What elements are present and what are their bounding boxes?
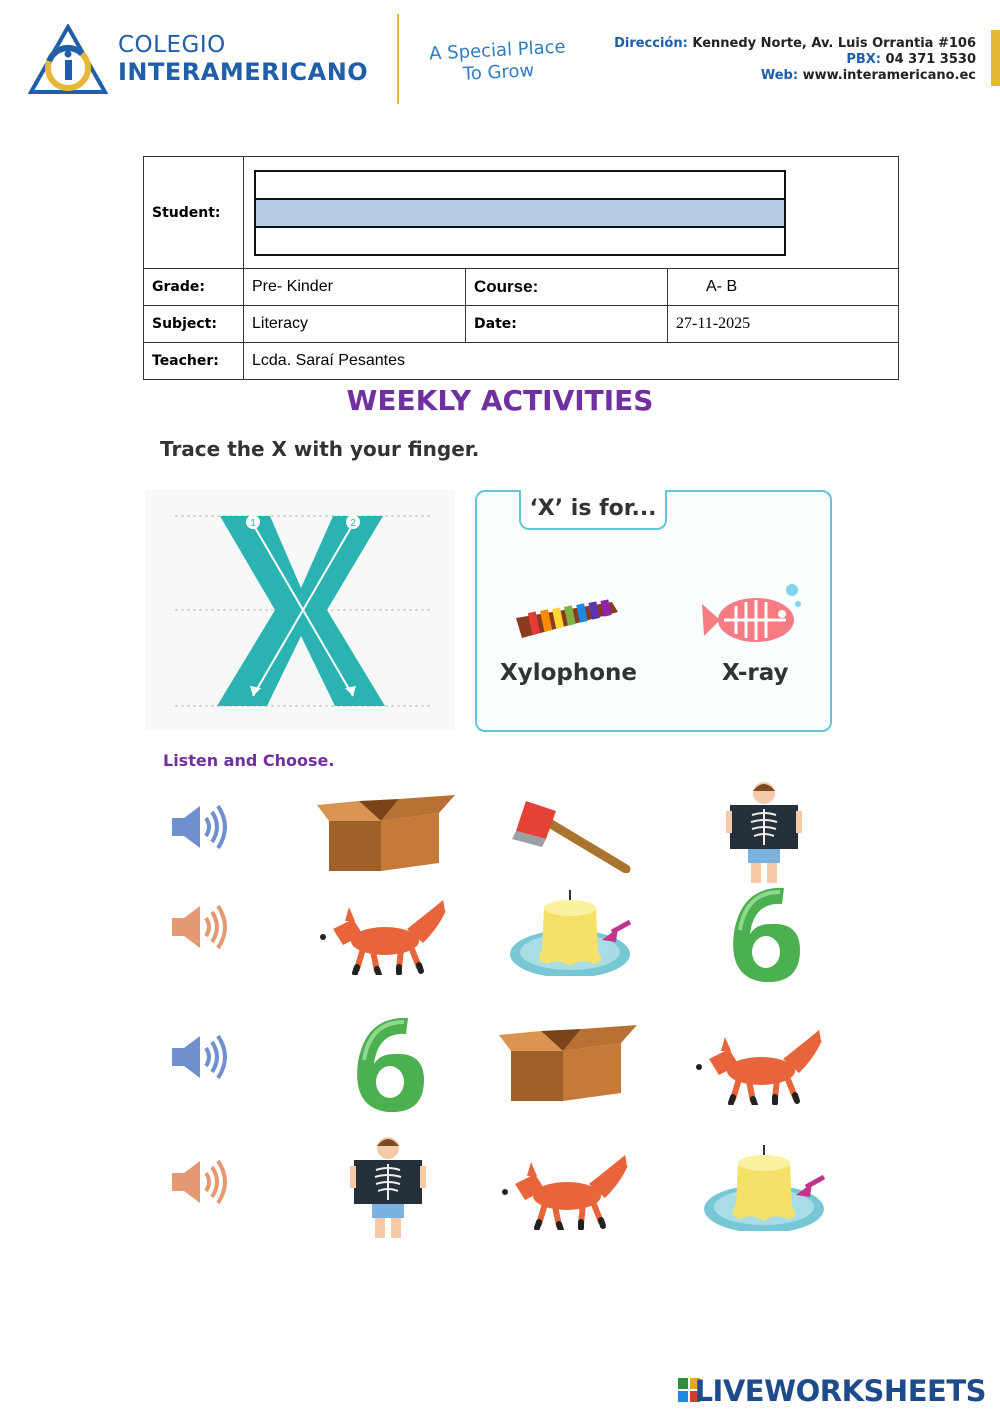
address-label: Dirección: <box>614 36 688 51</box>
trace-instruction: Trace the X with your finger. <box>160 437 480 461</box>
box-icon[interactable] <box>497 1017 637 1103</box>
word-xylophone: Xylophone <box>500 660 638 686</box>
fox-icon[interactable] <box>315 885 455 975</box>
course-value: A- B <box>668 269 899 306</box>
x-is-for-title: ‘X’ is for... <box>519 490 667 530</box>
student-line-3 <box>254 226 786 256</box>
teacher-label: Teacher: <box>144 343 244 380</box>
phone-label: PBX: <box>846 52 881 67</box>
web-line <box>614 68 976 84</box>
wax-candle-icon[interactable] <box>696 1139 826 1231</box>
header-divider <box>397 14 399 104</box>
school-slogan <box>417 36 579 88</box>
xray-boy-icon[interactable] <box>720 777 802 883</box>
axe-icon[interactable] <box>502 787 632 873</box>
xylophone-icon <box>512 598 622 648</box>
header-accent-bar <box>991 30 1000 86</box>
student-cell <box>244 157 899 269</box>
phone-line <box>614 52 976 68</box>
contact-block <box>614 36 976 84</box>
wax-candle-icon[interactable] <box>502 884 632 976</box>
student-input[interactable] <box>254 198 786 228</box>
school-name-line2: INTERAMERICANO <box>118 58 369 86</box>
slogan-line1: A Special Place <box>428 36 567 65</box>
student-name-field[interactable] <box>254 170 786 256</box>
speaker-icon[interactable] <box>168 800 228 854</box>
word-xray: X-ray <box>722 660 789 686</box>
fox-icon[interactable] <box>691 1015 831 1105</box>
speaker-icon[interactable] <box>168 1155 228 1209</box>
student-info-table <box>143 156 899 380</box>
six-icon[interactable] <box>340 1008 430 1112</box>
student-label: Student: <box>144 157 244 269</box>
subject-label: Subject: <box>144 306 244 343</box>
student-line-1 <box>254 170 786 200</box>
date-label: Date: <box>466 306 668 343</box>
listen-instruction: Listen and Choose. <box>163 751 335 770</box>
speaker-icon[interactable] <box>168 900 228 954</box>
web-label: Web: <box>760 68 799 83</box>
address-value: Kennedy Norte, Av. Luis Orrantia #106 <box>692 36 976 51</box>
course-label: Course: <box>466 269 668 306</box>
phone-value: 04 371 3530 <box>885 52 976 67</box>
school-name-line1: COLEGIO <box>118 32 226 58</box>
xray-fish-icon <box>700 580 806 650</box>
fox-icon[interactable] <box>497 1140 637 1230</box>
liveworksheets-brand: LIVEWORKSHEETS <box>694 1374 986 1408</box>
subject-value: Literacy <box>244 306 466 343</box>
grade-value: Pre- Kinder <box>244 269 466 306</box>
web-value: www.interamericano.ec <box>802 68 976 83</box>
stroke-number-1: 1 <box>250 518 256 529</box>
grade-label: Grade: <box>144 269 244 306</box>
stroke-number-2: 2 <box>350 518 356 529</box>
teacher-value: Lcda. Saraí Pesantes <box>244 343 899 380</box>
school-logo-icon <box>28 24 108 96</box>
page-title: WEEKLY ACTIVITIES <box>346 384 654 417</box>
box-icon[interactable] <box>315 787 455 873</box>
speaker-icon[interactable] <box>168 1030 228 1084</box>
address-line <box>614 36 976 52</box>
xray-boy-icon[interactable] <box>344 1132 426 1238</box>
slogan-line2: To Grow <box>462 60 535 85</box>
six-icon[interactable] <box>716 878 806 982</box>
date-value: 27-11-2025 <box>668 306 899 343</box>
trace-x-panel[interactable] <box>145 490 455 730</box>
